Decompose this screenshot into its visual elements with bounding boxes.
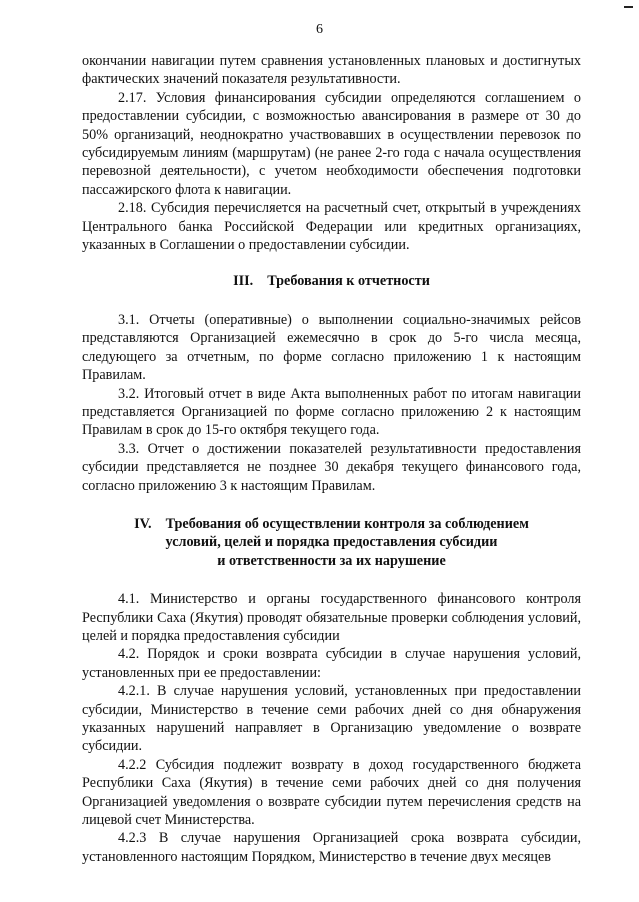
- paragraph-4-2: 4.2. Порядок и сроки возврата субсидии в случае нарушения условий, установленных при ее предоставлении:: [82, 646, 581, 681]
- section-3-number: III.: [233, 273, 254, 290]
- paragraph-3-2: 3.2. Итоговый отчет в виде Акта выполненных работ по итогам навигации представляется Организацией по форме согласно приложению 2 к настоящим Правилам в срок до 15-го октября текущего года.: [82, 385, 581, 439]
- document-body: [82, 52, 581, 866]
- corner-mark: [624, 6, 633, 8]
- section-4-title-line-2: условий, целей и порядка предоставления субсидии: [165, 534, 498, 551]
- paragraph-2-18: 2.18. Субсидия перечисляется на расчетный счет, открытый в учреждениях Центрального банка Российской Федерации или кредитных организациях, указанных в Соглашении о предоставлении субсидии.: [82, 200, 581, 254]
- page-number: 6: [316, 22, 323, 37]
- section-4-title-line-1: [82, 515, 581, 533]
- paragraph-2-17: 2.17. Условия финансирования субсидии определяются соглашением о предоставлении субсидии, с возможностью авансирования в размере от 30 до 50% организаций, неоднократно участвовавших в осуществлении перевозок по субсидируемым линиям (маршрутам) (не ранее 2-го года с начала осуществления перевозной деятельности), с учетом необходимости обеспечения подготовки пассажирского флота к навигации.: [82, 89, 581, 198]
- section-4-title-line-3: и ответственности за их нарушение: [217, 552, 446, 569]
- paragraph-4-2-3: 4.2.3 В случае нарушения Организацией срока возврата субсидии, установленного настоящим Порядком, Министерство в течение двух месяцев: [82, 830, 581, 865]
- section-3-heading: [82, 272, 581, 290]
- paragraph-4-2-2: 4.2.2 Субсидия подлежит возврату в доход государственного бюджета Республики Саха (Якутия) в течение семи рабочих дней со дня получения Организацией уведомления о возврате субсидии путем перечисления средств на лицевой счет Министерства.: [82, 756, 581, 829]
- section-4-number: IV.: [134, 515, 152, 532]
- paragraph-3-1: 3.1. Отчеты (оперативные) о выполнении социально-значимых рейсов представляются Организацией ежемесячно в срок до 5-го числа месяца, следующего за отчетным, по форме согласно приложению 1 к настоящим Правилам.: [82, 311, 581, 384]
- section-4-title-text-1: Требования об осуществлении контроля за соблюдением: [165, 515, 529, 532]
- paragraph-3-3: 3.3. Отчет о достижении показателей результативности предоставления субсидии представляется не позднее 30 декабря текущего финансового года, согласно приложению 3 к настоящим Правилам.: [82, 440, 581, 494]
- paragraph-4-2-1: 4.2.1. В случае нарушения условий, установленных при предоставлении субсидии, Министерство в течение семи рабочих дней со дня обнаружения указанных нарушений направляет в Организацию уведомление о возврате субсидии.: [82, 683, 581, 755]
- paragraph-4-1: 4.1. Министерство и органы государственного финансового контроля Республики Саха (Якутия) проводят обязательные проверки соблюдения условий, целей и порядка предоставления субсидии: [82, 591, 581, 644]
- section-4-heading: [82, 515, 581, 570]
- paragraph-continuation: окончании навигации путем сравнения установленных плановых и достигнутых фактических значений показателя результативности.: [82, 53, 581, 88]
- section-3-title: Требования к отчетности: [267, 273, 430, 290]
